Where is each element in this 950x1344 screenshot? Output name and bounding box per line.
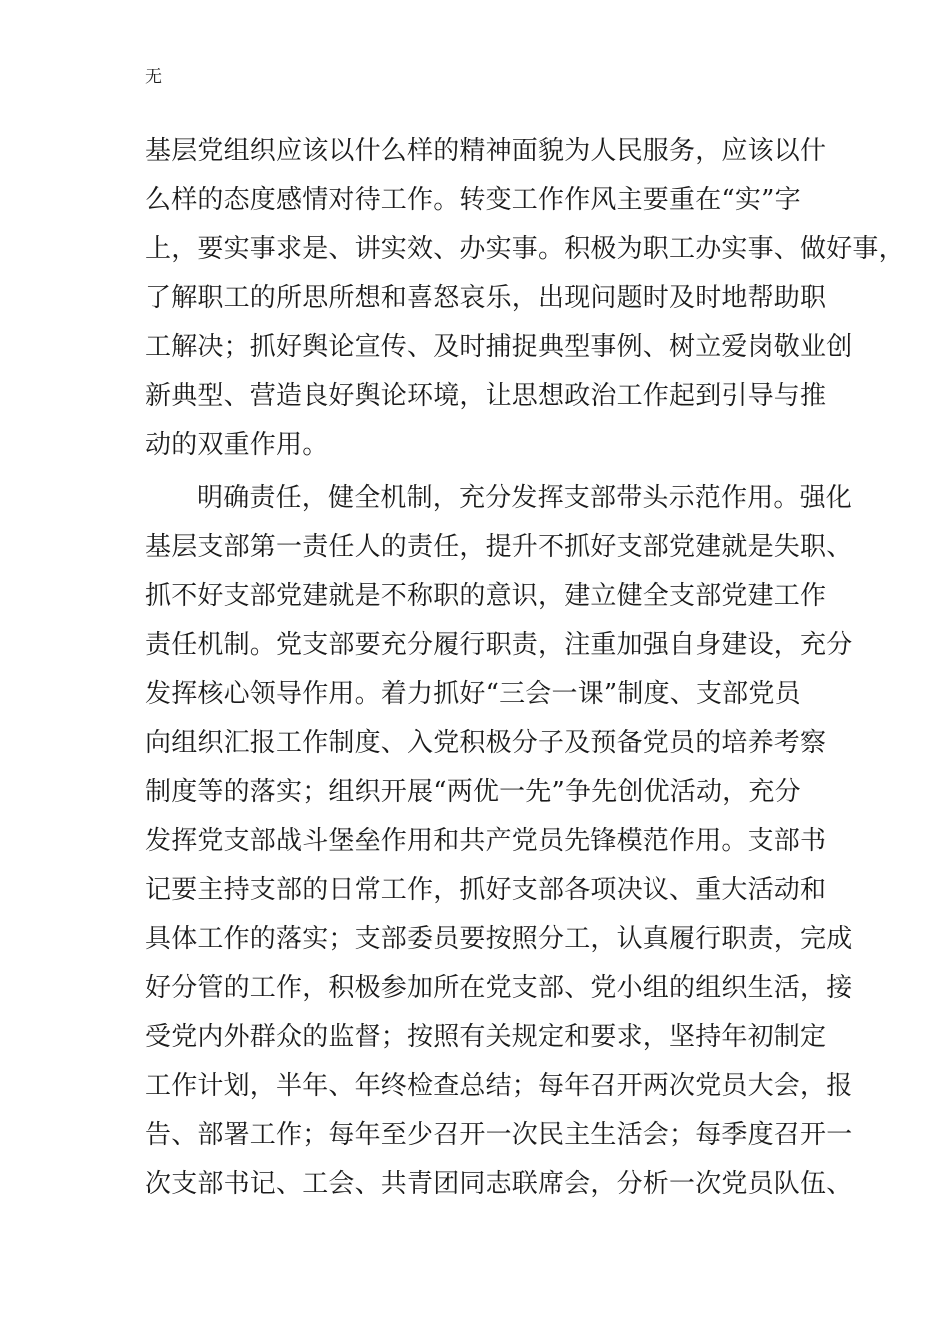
text-line: 么样的态度感情对待工作。转变工作作风主要重在“实”字 [145, 185, 801, 215]
text-line: 责任机制。党支部要充分履行职责，注重加强自身建设，充分 [145, 630, 853, 660]
text-line: 向组织汇报工作制度、入党积极分子及预备党员的培养考察 [145, 728, 827, 758]
text-line: 工作计划，半年、年终检查总结；每年召开两次党员大会，报 [145, 1071, 853, 1101]
header-mark: 无 [145, 67, 162, 87]
text-line: 次支部书记、工会、共青团同志联席会，分析一次党员队伍、 [145, 1169, 853, 1199]
text-line: 具体工作的落实；支部委员要按照分工，认真履行职责，完成 [145, 924, 853, 954]
text-line: 基层党组织应该以什么样的精神面貌为人民服务，应该以什 [145, 136, 827, 166]
text-line: 上，要实事求是、讲实效、办实事。积极为职工办实事、做好事， [145, 234, 905, 264]
text-line: 动的双重作用。 [145, 430, 329, 460]
text-line: 好分管的工作，积极参加所在党支部、党小组的组织生活，接 [145, 973, 853, 1003]
text-line: 发挥核心领导作用。着力抓好“三会一课”制度、支部党员 [145, 679, 801, 709]
text-line: 工解决；抓好舆论宣传、及时捕捉典型事例、树立爱岗敬业创 [145, 332, 853, 362]
text-line: 基层支部第一责任人的责任，提升不抓好支部党建就是失职、 [145, 532, 853, 562]
text-line: 制度等的落实；组织开展“两优一先”争先创优活动，充分 [145, 777, 801, 807]
text-line: 抓不好支部党建就是不称职的意识，建立健全支部党建工作 [145, 581, 827, 611]
text-line: 告、部署工作；每年至少召开一次民主生活会；每季度召开一 [145, 1120, 853, 1150]
text-line: 了解职工的所思所想和喜怒哀乐，出现问题时及时地帮助职 [145, 283, 827, 313]
text-line: 新典型、营造良好舆论环境，让思想政治工作起到引导与推 [145, 381, 827, 411]
text-line: 记要主持支部的日常工作，抓好支部各项决议、重大活动和 [145, 875, 827, 905]
paragraph-first-line: 明确责任，健全机制，充分发挥支部带头示范作用。强化 [197, 483, 853, 513]
text-line: 受党内外群众的监督；按照有关规定和要求，坚持年初制定 [145, 1022, 827, 1052]
text-line: 发挥党支部战斗堡垒作用和共产党员先锋模范作用。支部书 [145, 826, 827, 856]
